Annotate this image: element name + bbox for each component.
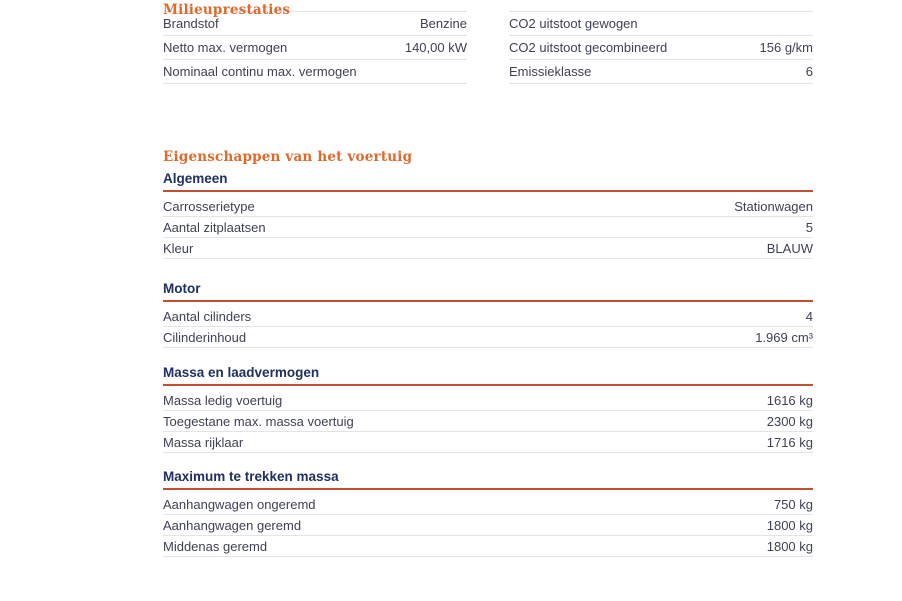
row-label: Massa ledig voertuig [163, 392, 283, 408]
row-value: 6 [805, 64, 813, 79]
vehicle-data-sheet [163, 0, 813, 557]
table-row [163, 411, 813, 432]
row-label: Emissieklasse [509, 64, 592, 79]
section-title-eigenschappen: Eigenschappen van het voertuig [163, 149, 413, 165]
subsection-massa-laadvermogen [163, 365, 813, 453]
row-label: Aantal cilinders [163, 308, 252, 324]
row-label: Toegestane max. massa voertuig [163, 413, 354, 429]
table-row [163, 432, 813, 453]
subsection-heading: Massa en laadvermogen [163, 365, 813, 386]
row-value: 5 [805, 219, 813, 235]
row-label: Aanhangwagen ongeremd [163, 496, 316, 512]
subsection-table [163, 306, 813, 348]
table-row [163, 390, 813, 411]
row-value: Benzine [420, 16, 467, 31]
row-value: 140,00 kW [404, 40, 467, 55]
row-label: Aantal zitplaatsen [163, 219, 266, 235]
table-row [163, 306, 813, 327]
table-row [509, 60, 813, 84]
table-row [509, 12, 813, 36]
row-value: 1.969 cm³ [755, 329, 813, 345]
table-row [163, 196, 813, 217]
row-value: 1800 kg [766, 517, 813, 533]
row-label: Carrosserietype [163, 198, 255, 214]
table-row [163, 217, 813, 238]
row-label: CO2 uitstoot gecombineerd [509, 40, 668, 55]
row-label: Aanhangwagen geremd [163, 517, 302, 533]
row-label: Middenas geremd [163, 538, 268, 554]
subsection-algemeen [163, 171, 813, 259]
table-row [163, 60, 467, 84]
row-label: Kleur [163, 240, 194, 256]
section-title-milieuprestaties: Milieuprestaties [163, 2, 291, 18]
row-value: 1800 kg [766, 538, 813, 554]
subsection-maximum-trekken-massa [163, 469, 813, 557]
row-label: Massa rijklaar [163, 434, 244, 450]
table-row [163, 515, 813, 536]
row-value: 1716 kg [766, 434, 813, 450]
subsection-heading: Maximum te trekken massa [163, 469, 813, 490]
subsection-table [163, 494, 813, 557]
table-row [163, 36, 467, 60]
row-label: Netto max. vermogen [163, 40, 288, 55]
subsection-motor [163, 281, 813, 348]
subsection-table [163, 390, 813, 453]
row-label: Cilinderinhoud [163, 329, 247, 345]
table-row [163, 494, 813, 515]
subsection-heading: Algemeen [163, 171, 813, 192]
table-row [509, 36, 813, 60]
row-value: 750 kg [773, 496, 813, 512]
row-label: Brandstof [163, 16, 219, 31]
row-value: 156 g/km [759, 40, 813, 55]
subsection-table [163, 196, 813, 259]
row-value: 2300 kg [766, 413, 813, 429]
row-label: CO2 uitstoot gewogen [509, 16, 638, 31]
row-label: Nominaal continu max. vermogen [163, 64, 357, 79]
table-row [163, 238, 813, 259]
row-value: 1616 kg [766, 392, 813, 408]
subsection-heading: Motor [163, 281, 813, 302]
milieu-table-right [509, 11, 813, 84]
milieu-table [163, 11, 813, 84]
row-value: Stationwagen [734, 198, 813, 214]
table-row [163, 536, 813, 557]
milieu-table-left [163, 11, 467, 84]
section-milieuprestaties [163, 2, 813, 84]
table-row [163, 327, 813, 348]
row-value: BLAUW [766, 240, 813, 256]
row-value: 4 [805, 308, 813, 324]
